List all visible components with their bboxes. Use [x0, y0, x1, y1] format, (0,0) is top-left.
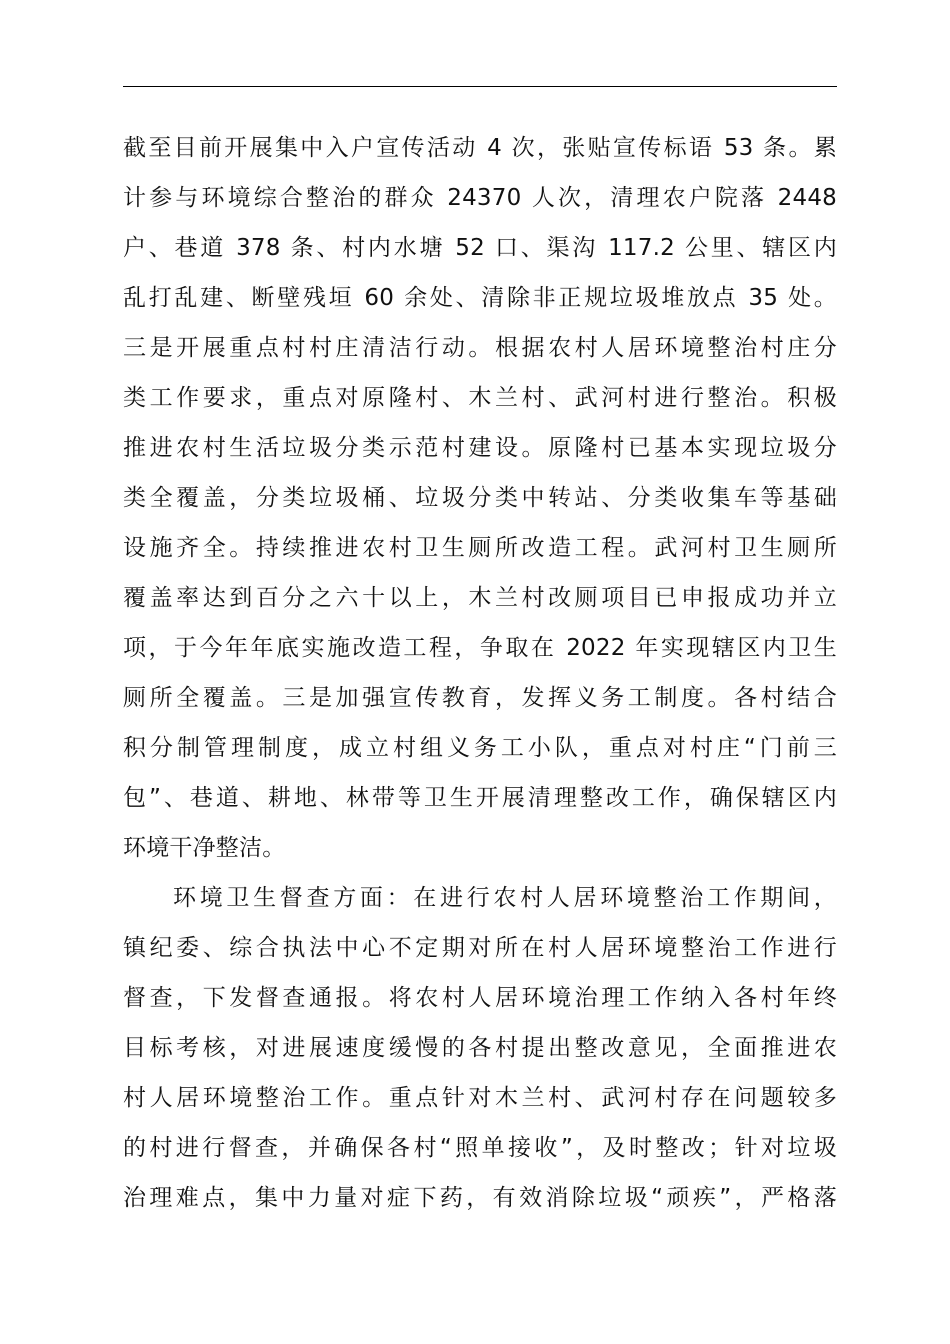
text-line: 村人居环境整治工作。重点针对木兰村、武河村存在问题较多 [123, 1085, 837, 1111]
text-line: 三是开展重点村村庄清洁行动。根据农村人居环境整治村庄分 [123, 335, 837, 361]
text-line: 积分制管理制度，成立村组义务工小队，重点对村庄“门前三 [123, 735, 837, 761]
text-line: 类全覆盖，分类垃圾桶、垃圾分类中转站、分类收集车等基础 [123, 485, 837, 511]
text-line: 户、巷道 378 条、村内水塘 52 口、渠沟 117.2 公里、辖区内 [123, 235, 837, 261]
text-line: 环境干净整洁。 [123, 835, 286, 861]
paragraph-2 [123, 873, 837, 1223]
text-line: 目标考核，对进展速度缓慢的各村提出整改意见，全面推进农 [123, 1035, 837, 1061]
text-line: 的村进行督查，并确保各村“照单接收”，及时整改；针对垃圾 [123, 1135, 837, 1161]
text-line: 推进农村生活垃圾分类示范村建设。原隆村已基本实现垃圾分 [123, 435, 837, 461]
text-line: 环境卫生督查方面：在进行农村人居环境整治工作期间， [173, 885, 837, 911]
header-rule [123, 86, 837, 87]
text-line: 截至目前开展集中入户宣传活动 4 次，张贴宣传标语 53 条。累 [123, 135, 837, 161]
text-line: 乱打乱建、断壁残垣 60 余处、清除非正规垃圾堆放点 35 处。 [123, 285, 837, 311]
text-line: 类工作要求，重点对原隆村、木兰村、武河村进行整治。积极 [123, 385, 837, 411]
text-line: 项，于今年年底实施改造工程，争取在 2022 年实现辖区内卫生 [123, 635, 837, 661]
text-line: 治理难点，集中力量对症下药，有效消除垃圾“顽疾”，严格落 [123, 1185, 837, 1211]
paragraph-1 [123, 123, 837, 873]
text-line: 设施齐全。持续推进农村卫生厕所改造工程。武河村卫生厕所 [123, 535, 837, 561]
document-body [123, 123, 837, 1223]
text-line: 镇纪委、综合执法中心不定期对所在村人居环境整治工作进行 [123, 935, 837, 961]
text-line: 包”、巷道、耕地、林带等卫生开展清理整改工作，确保辖区内 [123, 785, 837, 811]
text-line: 督查，下发督查通报。将农村人居环境治理工作纳入各村年终 [123, 985, 837, 1011]
text-line: 厕所全覆盖。三是加强宣传教育，发挥义务工制度。各村结合 [123, 685, 837, 711]
text-line: 计参与环境综合整治的群众 24370 人次，清理农户院落 2448 [123, 185, 837, 211]
text-line: 覆盖率达到百分之六十以上，木兰村改厕项目已申报成功并立 [123, 585, 837, 611]
